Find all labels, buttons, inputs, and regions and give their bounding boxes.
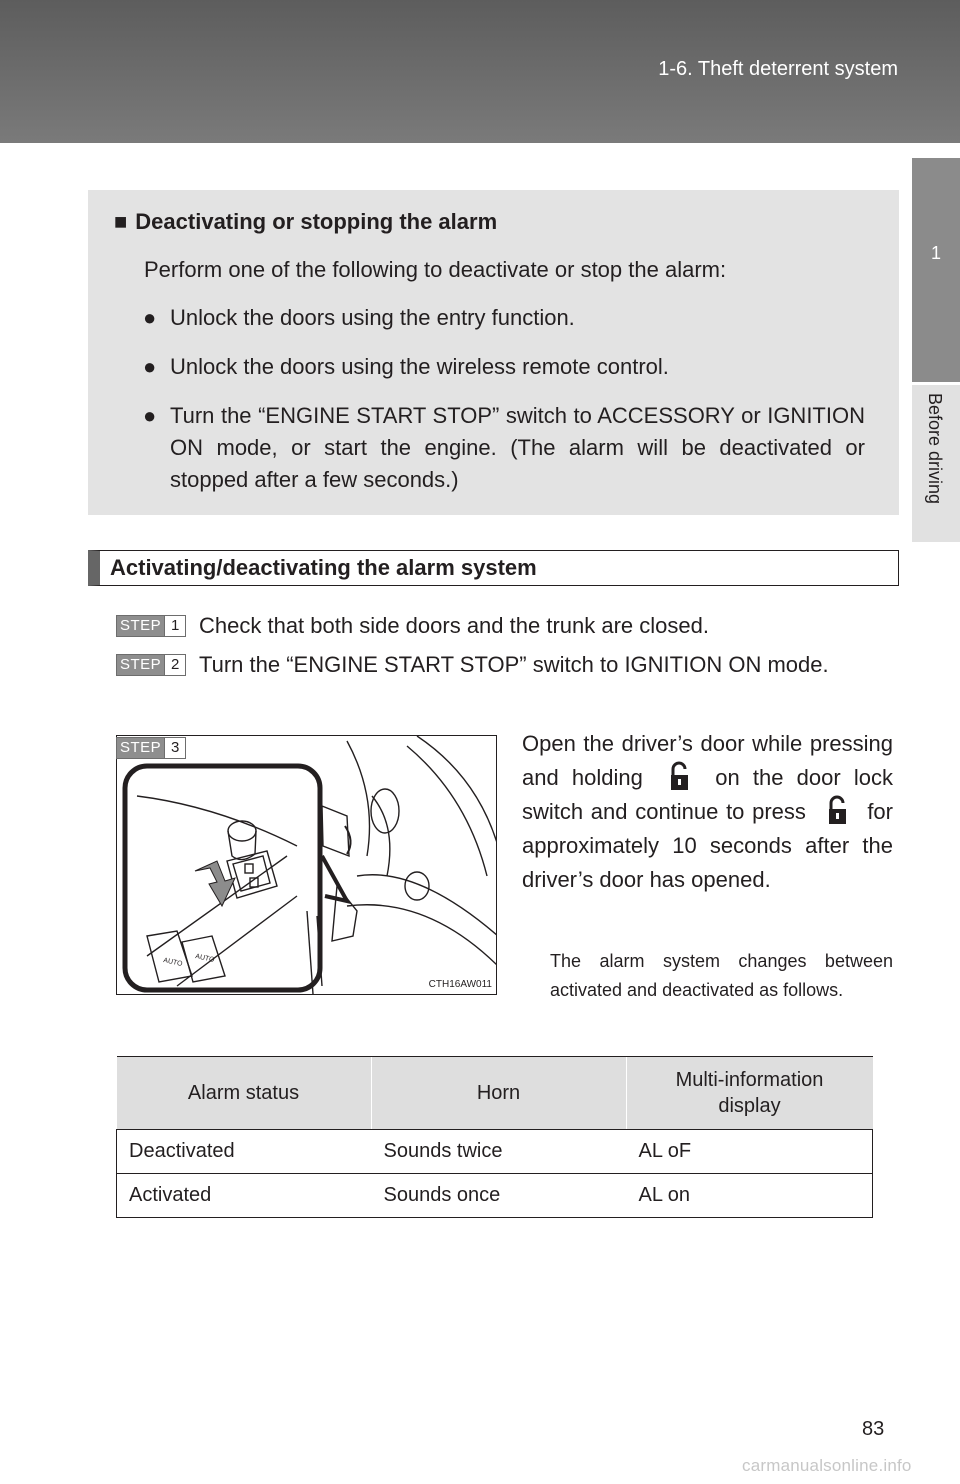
table-header-row xyxy=(117,1057,873,1130)
page-header xyxy=(0,0,960,143)
step-badge xyxy=(116,615,186,637)
bullet-icon: ● xyxy=(143,403,157,428)
column-header: Horn xyxy=(371,1057,626,1130)
bullet-icon: ● xyxy=(143,354,157,379)
chapter-number: 1 xyxy=(930,243,941,263)
door-lock-switch-illustration xyxy=(116,735,497,995)
table-cell: Sounds twice xyxy=(371,1130,626,1174)
section-heading: Activating/deactivating the alarm system xyxy=(88,550,899,586)
step-label: STEP xyxy=(117,655,164,675)
note-text: The alarm system changes between activated and deactivated as follows. xyxy=(550,951,893,1000)
chapter-label: Before driving xyxy=(925,393,945,505)
auto-label: AUTO xyxy=(194,953,215,964)
info-box-title xyxy=(114,206,865,238)
unlock-icon xyxy=(664,761,694,791)
step-label: STEP xyxy=(117,738,164,758)
step-text: Check that both side doors and the trunk are closed. xyxy=(199,613,709,638)
table-cell: Sounds once xyxy=(371,1174,626,1218)
door-panel-drawing xyxy=(117,736,497,995)
info-box-title-text: Deactivating or stopping the alarm xyxy=(135,209,498,234)
step-number: 2 xyxy=(164,655,185,675)
list-item-text: Unlock the doors using the wireless remote control. xyxy=(170,354,669,379)
table-row xyxy=(117,1130,873,1174)
step-label: STEP xyxy=(117,616,164,636)
step-3-text-c: for approximately 10 seconds after the driver’s door has opened. xyxy=(522,799,893,892)
list-item-text: Turn the “ENGINE START STOP” switch to ACCESSORY or IGNITION ON mode, or start the engine. (The alarm will be deactivated or stopped after a few seconds.) xyxy=(170,403,865,492)
list-item xyxy=(114,400,865,496)
list-item xyxy=(114,351,865,383)
watermark: carmanualsonline.info xyxy=(742,1456,912,1475)
info-box xyxy=(88,190,899,515)
table-cell: AL oF xyxy=(626,1130,873,1174)
table-cell: Deactivated xyxy=(117,1130,372,1174)
column-header xyxy=(626,1057,873,1130)
figure-code: CTH16AW011 xyxy=(428,979,492,990)
step-3-text xyxy=(522,727,893,897)
table-cell: AL on xyxy=(626,1174,873,1218)
step-number: 3 xyxy=(164,738,185,758)
step-badge xyxy=(116,737,186,759)
step-badge xyxy=(116,654,186,676)
alarm-status-table xyxy=(116,1056,873,1218)
chapter-label-tab xyxy=(912,385,960,542)
section-title: 1-6. Theft deterrent system xyxy=(658,58,898,80)
auto-label: AUTO xyxy=(162,957,183,968)
table-row xyxy=(117,1174,873,1218)
list-item xyxy=(114,302,865,334)
list-item-text: Unlock the doors using the entry function. xyxy=(170,305,575,330)
step-3-text-b: on the door lock switch and continue to press xyxy=(522,765,893,824)
step-number: 1 xyxy=(164,616,185,636)
page-number: 83 xyxy=(862,1418,885,1440)
bullet-icon: ● xyxy=(143,305,157,330)
step-text: Turn the “ENGINE START STOP” switch to IGNITION ON mode. xyxy=(199,652,829,677)
chapter-tab xyxy=(912,158,960,382)
step-3-text-a: Open the driver’s door while pressing and holding xyxy=(522,731,893,790)
info-box-intro: Perform one of the following to deactivate or stop the alarm: xyxy=(144,257,727,282)
unlock-icon xyxy=(822,795,852,825)
table-cell: Activated xyxy=(117,1174,372,1218)
column-header-text: Multi-information display xyxy=(675,1069,824,1117)
column-header: Alarm status xyxy=(117,1057,372,1130)
square-bullet-icon: ■ xyxy=(114,209,128,234)
